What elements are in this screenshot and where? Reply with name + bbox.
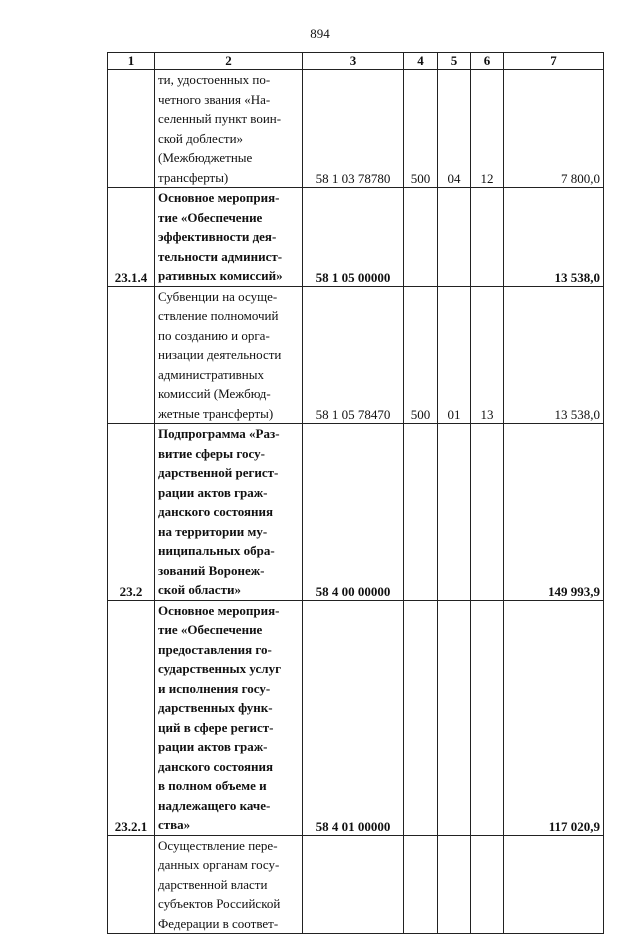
row-col-4 <box>404 835 438 934</box>
row-code: 58 1 03 78780 <box>303 70 404 188</box>
header-col-5: 5 <box>438 53 471 70</box>
table-row <box>108 70 604 188</box>
table-row <box>108 600 604 835</box>
row-col-5: 01 <box>438 286 471 424</box>
header-row <box>108 53 604 70</box>
row-col-6 <box>471 600 504 835</box>
row-number: 23.1.4 <box>108 188 155 287</box>
header-col-6: 6 <box>471 53 504 70</box>
row-name-line: ства» <box>158 817 191 832</box>
row-name-line: административных <box>158 366 264 382</box>
row-name-line: по созданию и орга- <box>158 327 270 343</box>
row-col-6 <box>471 835 504 934</box>
row-name-line: Основное мероприя- <box>158 602 280 618</box>
row-code: 58 4 00 00000 <box>303 424 404 601</box>
table-body <box>108 70 604 934</box>
row-col-5 <box>438 424 471 601</box>
page-number: 894 <box>310 26 330 41</box>
row-col-4 <box>404 188 438 287</box>
table-row <box>108 188 604 287</box>
row-col-6: 12 <box>471 70 504 188</box>
row-col-6 <box>471 424 504 601</box>
header-col-1: 1 <box>108 53 155 70</box>
row-name-line: Подпрограмма «Раз- <box>158 426 280 441</box>
row-name-line: низации деятельности <box>158 347 282 362</box>
row-name-line: данского состояния <box>158 504 274 519</box>
row-col-5: 04 <box>438 70 471 188</box>
row-number <box>108 835 155 934</box>
row-code: 58 1 05 78470 <box>303 286 404 424</box>
row-col-6: 13 <box>471 286 504 424</box>
row-name-line: эффективности дея- <box>158 229 277 244</box>
row-name-line: дарственной власти <box>158 876 268 892</box>
header-col-4: 4 <box>404 53 438 70</box>
row-name-line: дарственных функ- <box>158 700 273 715</box>
row-name-line: сударственных услуг <box>158 661 281 676</box>
row-number <box>108 286 155 424</box>
budget-table <box>107 52 604 934</box>
table-row <box>108 835 604 934</box>
row-name-line: зований Воронеж- <box>158 562 265 578</box>
row-name-line: жетные трансферты) <box>158 405 274 421</box>
row-name-line: ти, удостоенных по- <box>158 72 271 87</box>
row-name-line: Субвенции на осуще- <box>158 288 278 304</box>
row-name <box>155 286 303 424</box>
row-name-line: данского состояния <box>158 758 274 774</box>
row-code <box>303 835 404 934</box>
row-name-line: витие сферы госу- <box>158 445 265 461</box>
row-name-line: Федерации в соответ- <box>158 915 279 931</box>
row-name-line: рации актов граж- <box>158 484 268 500</box>
row-name-line: и исполнения госу- <box>158 680 271 696</box>
row-number: 23.2 <box>108 424 155 601</box>
row-col-5 <box>438 600 471 835</box>
row-name <box>155 835 303 934</box>
row-amount: 13 538,0 <box>504 286 604 424</box>
row-name-line: субъектов Российской <box>158 896 281 911</box>
row-name-line: данных органам госу- <box>158 857 280 872</box>
row-name-line: на территории му- <box>158 523 268 539</box>
row-name-line: надлежащего каче- <box>158 797 271 813</box>
row-name <box>155 424 303 601</box>
row-name-line: дарственной регист- <box>158 465 279 480</box>
row-name-line: ративных комиссий» <box>158 268 283 283</box>
row-col-4 <box>404 600 438 835</box>
row-col-6 <box>471 188 504 287</box>
header-col-3: 3 <box>303 53 404 70</box>
row-col-4: 500 <box>404 286 438 424</box>
row-code: 58 1 05 00000 <box>303 188 404 287</box>
row-amount: 7 800,0 <box>504 70 604 188</box>
row-code: 58 4 01 00000 <box>303 600 404 835</box>
row-number <box>108 70 155 188</box>
row-name-line: Осуществление пере- <box>158 837 278 853</box>
header-col-7: 7 <box>504 53 604 70</box>
row-name-line: рации актов граж- <box>158 739 268 754</box>
row-amount: 149 993,9 <box>504 424 604 601</box>
row-col-4 <box>404 424 438 601</box>
header-col-2: 2 <box>155 53 303 70</box>
row-number: 23.2.1 <box>108 600 155 835</box>
row-name-line: ской области» <box>158 582 241 597</box>
table-row <box>108 424 604 601</box>
table-row <box>108 286 604 424</box>
row-amount: 13 538,0 <box>504 188 604 287</box>
row-name-line: ниципальных обра- <box>158 543 275 558</box>
row-name-line: тельности админист- <box>158 248 283 264</box>
row-name-line: четного звания «На- <box>158 91 271 107</box>
row-name <box>155 70 303 188</box>
row-name-line: трансферты) <box>158 169 229 185</box>
row-name-line: тие «Обеспечение <box>158 209 263 225</box>
row-col-4: 500 <box>404 70 438 188</box>
row-name-line: тие «Обеспечение <box>158 622 263 637</box>
row-name-line: селенный пункт воин- <box>158 111 282 126</box>
row-name <box>155 600 303 835</box>
row-name-line: в полном объеме и <box>158 778 267 793</box>
row-name-line: ствление полномочий <box>158 308 279 323</box>
row-amount <box>504 835 604 934</box>
row-col-5 <box>438 835 471 934</box>
row-name-line: ций в сфере регист- <box>158 719 274 735</box>
row-name-line: комиссий (Межбюд- <box>158 386 271 401</box>
row-amount: 117 020,9 <box>504 600 604 835</box>
row-name-line: Основное мероприя- <box>158 190 280 205</box>
row-col-5 <box>438 188 471 287</box>
row-name-line: предоставления го- <box>158 641 272 657</box>
row-name <box>155 188 303 287</box>
row-name-line: (Межбюджетные <box>158 150 253 165</box>
row-name-line: ской доблести» <box>158 130 244 146</box>
